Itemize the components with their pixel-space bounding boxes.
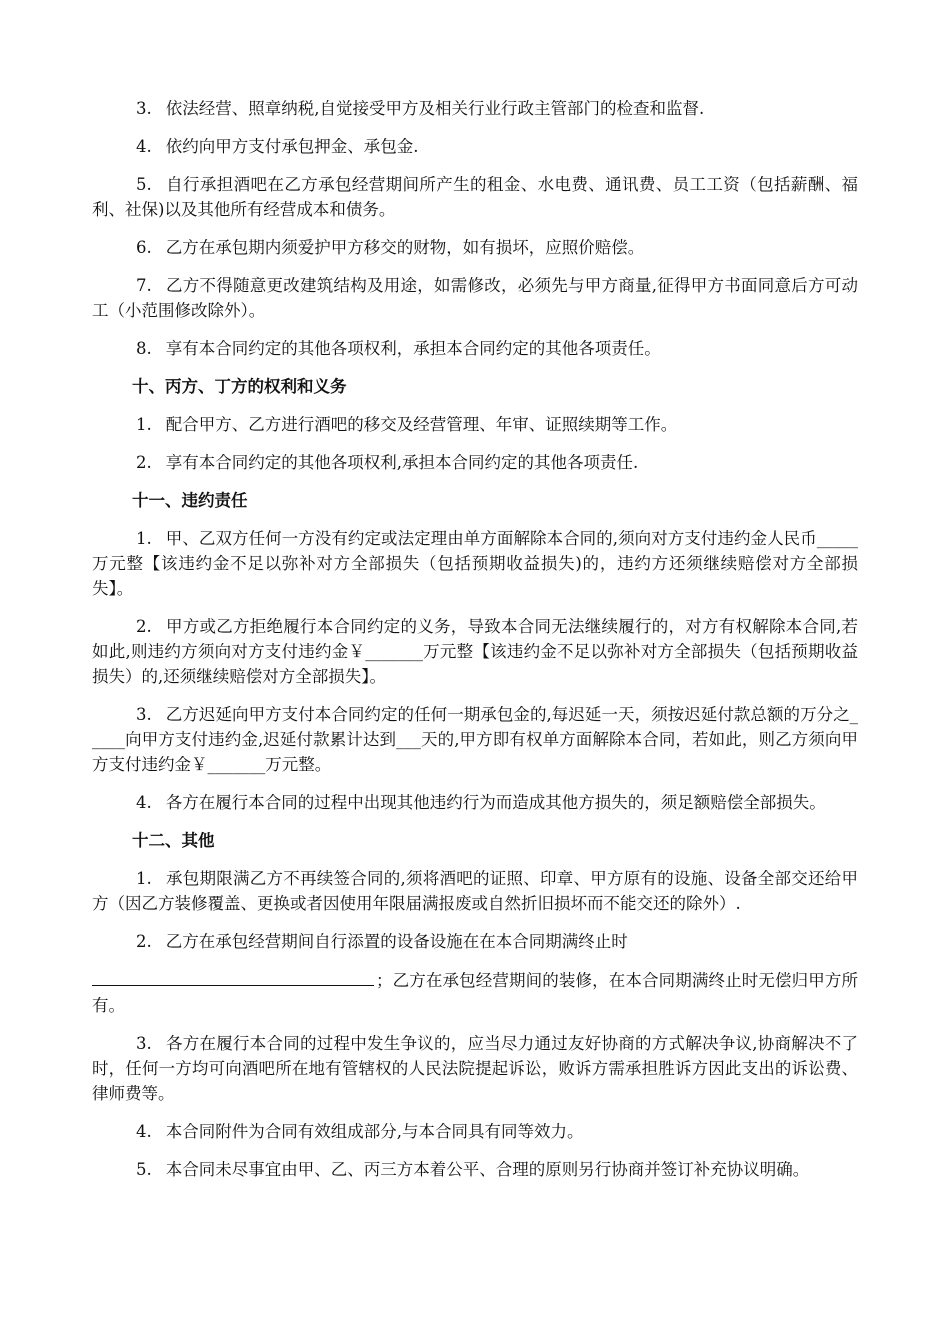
clause-item <box>92 614 858 689</box>
clause-number: 2. <box>136 617 152 636</box>
clause-item <box>92 702 858 777</box>
clause-item <box>92 273 858 323</box>
clause-text: ；乙方在承包经营期间的装修，在本合同期满终止时无偿归甲方所有。 <box>92 971 858 1015</box>
clause-text: 各方在履行本合同的过程中发生争议的，应当尽力通过友好协商的方式解决争议,协商解决不了时，任何一方均可向酒吧所在地有管辖权的人民法院提起诉讼，败诉方需承担胜诉方因此支出的诉讼费、律师费等。 <box>92 1034 858 1103</box>
clause-number: 2. <box>136 932 152 951</box>
clause-item <box>92 790 858 815</box>
clause-number: 4. <box>136 1122 152 1141</box>
clause-number: 3. <box>136 705 152 724</box>
clause-item <box>92 172 858 222</box>
clause-number: 5. <box>136 175 152 194</box>
clause-item <box>92 526 858 601</box>
clause-item <box>92 235 858 260</box>
section-heading: 十一、违约责任 <box>132 491 248 510</box>
clause-number: 3. <box>136 1034 152 1053</box>
clause-item <box>92 1119 858 1144</box>
clause-item <box>92 96 858 121</box>
clause-text: 乙方不得随意更改建筑结构及用途，如需修改，必须先与甲方商量,征得甲方书面同意后方可动工（小范围修改除外）。 <box>92 276 858 320</box>
clause-text: 依法经营、照章纳税,自觉接受甲方及相关行业行政主管部门的检查和监督. <box>165 99 705 118</box>
clause-number: 7. <box>136 276 152 295</box>
section-heading: 十、丙方、丁方的权利和义务 <box>132 377 347 396</box>
clause-item <box>92 134 858 159</box>
clause-item <box>92 412 858 437</box>
clause-text: 乙方迟延向甲方支付本合同约定的任何一期承包金的,每迟延一天，须按迟延付款总额的万分之_____向甲方支付违约金,迟延付款累计达到___天的,甲方即有权单方面解除本合同，若如此，则乙方须向甲方支付违约金￥_______万元整。 <box>92 705 858 774</box>
clause-text: 乙方在承包期内须爱护甲方移交的财物，如有损坏，应照价赔偿。 <box>165 238 645 257</box>
clause-number: 2. <box>136 453 152 472</box>
clause-text: 自行承担酒吧在乙方承包经营期间所产生的租金、水电费、通讯费、员工工资（包括薪酬、福利、社保)以及其他所有经营成本和债务。 <box>92 175 858 219</box>
clause-number: 3. <box>136 99 152 118</box>
clause-number: 6. <box>136 238 152 257</box>
clause-number: 4. <box>136 137 152 156</box>
clause-number: 1. <box>136 415 152 434</box>
clause-item <box>92 866 858 916</box>
clause-item <box>92 450 858 475</box>
clause-text: 配合甲方、乙方进行酒吧的移交及经营管理、年审、证照续期等工作。 <box>165 415 678 434</box>
clause-number: 4. <box>136 793 152 812</box>
clause-text: 依约向甲方支付承包押金、承包金. <box>165 137 419 156</box>
clause-item <box>92 1157 858 1182</box>
clause-text: 享有本合同约定的其他各项权利,承担本合同约定的其他各项责任. <box>165 453 639 472</box>
clause-text: 各方在履行本合同的过程中出现其他违约行为而造成其他方损失的，须足额赔偿全部损失。 <box>165 793 826 812</box>
clause-text: 承包期限满乙方不再续签合同的,须将酒吧的证照、印章、甲方原有的设施、设备全部交还给甲方（因乙方装修覆盖、更换或者因使用年限届满报废或自然折旧损坏而不能交还的除外）. <box>92 869 858 913</box>
clause-text: 甲方或乙方拒绝履行本合同约定的义务，导致本合同无法继续履行的，对方有权解除本合同,若如此,则违约方须向对方支付违约金￥_______万元整【该违约金不足以弥补对方全部损失（包括预期收益损失）的,还须继续赔偿对方全部损失】。 <box>92 617 858 686</box>
clause-text: 乙方在承包经营期间自行添置的设备设施在在本合同期满终止时 <box>165 932 628 951</box>
clause-text: 享有本合同约定的其他各项权利，承担本合同约定的其他各项责任。 <box>165 339 661 358</box>
section-heading: 十二、其他 <box>132 831 215 850</box>
clause-item <box>92 929 858 954</box>
fill-in-blank-line <box>92 967 374 986</box>
clause-number: 1. <box>136 529 152 548</box>
clause-text: 甲、乙双方任何一方没有约定或法定理由单方面解除本合同的,须向对方支付违约金人民币_____万元整【该违约金不足以弥补对方全部损失（包括预期收益损失)的，违约方还须继续赔偿对方全部损失】。 <box>92 529 858 598</box>
clause-number: 8. <box>136 339 152 358</box>
clause-number: 5. <box>136 1160 152 1179</box>
clause-number: 1. <box>136 869 152 888</box>
clause-item <box>92 336 858 361</box>
contract-page <box>92 96 858 1195</box>
clause-continuation <box>92 967 858 1018</box>
clause-text: 本合同未尽事宜由甲、乙、丙三方本着公平、合理的原则另行协商并签订补充协议明确。 <box>165 1160 810 1179</box>
clause-item <box>92 1031 858 1106</box>
clause-text: 本合同附件为合同有效组成部分,与本合同具有同等效力。 <box>165 1122 584 1141</box>
